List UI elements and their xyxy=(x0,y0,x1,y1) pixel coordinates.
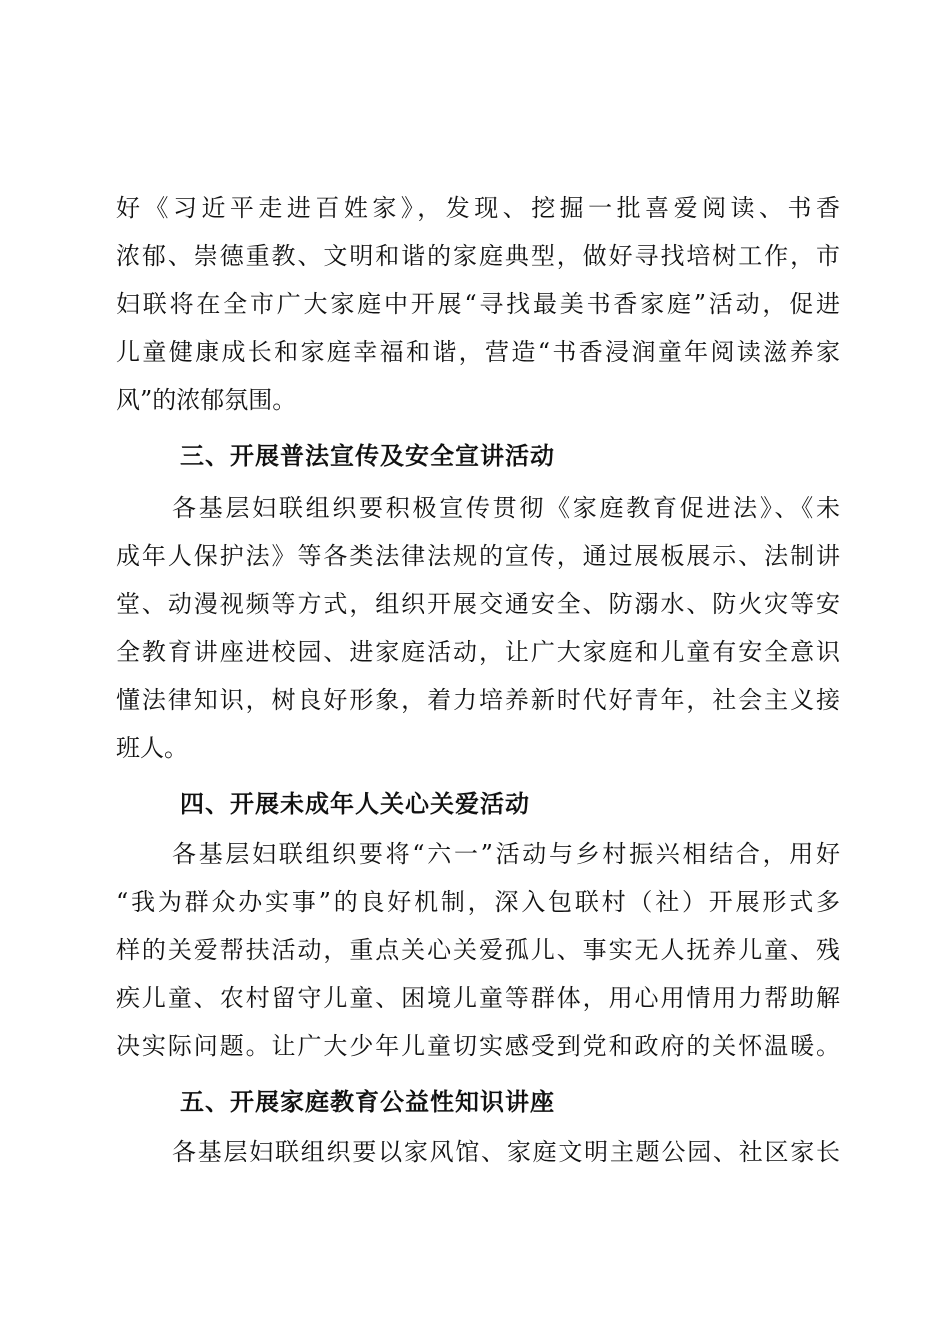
paragraph-line xyxy=(0,834,950,874)
paragraph-line xyxy=(0,236,950,276)
paragraph-text: 浓郁、崇德重教、文明和谐的家庭典型，做好寻找培树工作，市 xyxy=(116,242,840,270)
paragraph-text: 风”的浓郁氛围。 xyxy=(116,386,297,414)
section-heading xyxy=(0,784,950,824)
paragraph-text: 各基层妇联组织要将“六一”活动与乡村振兴相结合，用好 xyxy=(172,840,840,868)
paragraph-text: 样的关爱帮扶活动，重点关心关爱孤儿、事实无人抚养儿童、残 xyxy=(116,936,840,964)
paragraph-line xyxy=(0,978,950,1018)
paragraph-text: 全教育讲座进校园、进家庭活动，让广大家庭和儿童有安全意识 xyxy=(116,638,840,666)
paragraph-line xyxy=(0,188,950,228)
paragraph-text: 好《习近平走进百姓家》，发现、挖掘一批喜爱阅读、书香 xyxy=(116,194,840,222)
paragraph-text: “我为群众办实事”的良好机制，深入包联村（社）开展形式多 xyxy=(116,888,840,916)
paragraph-text: 妇联将在全市广大家庭中开展“寻找最美书香家庭”活动，促进 xyxy=(116,290,840,318)
paragraph-line xyxy=(0,584,950,624)
paragraph-text: 疾儿童、农村留守儿童、困境儿童等群体，用心用情用力帮助解 xyxy=(116,984,840,1012)
paragraph-line xyxy=(0,632,950,672)
section-heading-text: 五、开展家庭教育公益性知识讲座 xyxy=(180,1087,555,1116)
paragraph-line xyxy=(0,284,950,324)
paragraph-text: 成年人保护法》等各类法律法规的宣传，通过展板展示、法制讲 xyxy=(116,542,840,570)
paragraph-text: 各基层妇联组织要积极宣传贯彻《家庭教育促进法》、《未 xyxy=(172,494,840,522)
paragraph-text: 班人。 xyxy=(116,734,188,762)
paragraph-line xyxy=(0,728,950,768)
section-heading-text: 三、开展普法宣传及安全宣讲活动 xyxy=(180,441,555,470)
section-heading xyxy=(0,436,950,476)
paragraph-text: 决实际问题。让广大少年儿童切实感受到党和政府的关怀温暖。 xyxy=(116,1032,840,1060)
paragraph-text: 儿童健康成长和家庭幸福和谐，营造“书香浸润童年阅读滋养家 xyxy=(116,338,840,366)
section-heading-text: 四、开展未成年人关心关爱活动 xyxy=(180,789,530,818)
paragraph-line xyxy=(0,488,950,528)
paragraph-line xyxy=(0,882,950,922)
section-heading xyxy=(0,1082,950,1122)
paragraph-line xyxy=(0,930,950,970)
paragraph-text: 懂法律知识，树良好形象，着力培养新时代好青年，社会主义接 xyxy=(116,686,840,714)
paragraph-text: 堂、动漫视频等方式，组织开展交通安全、防溺水、防火灾等安 xyxy=(116,590,840,618)
paragraph-line xyxy=(0,1132,950,1172)
paragraph-text: 各基层妇联组织要以家风馆、家庭文明主题公园、社区家长 xyxy=(172,1138,840,1166)
paragraph-line xyxy=(0,380,950,420)
paragraph-line xyxy=(0,1026,950,1066)
paragraph-line xyxy=(0,332,950,372)
paragraph-line xyxy=(0,680,950,720)
paragraph-line xyxy=(0,536,950,576)
